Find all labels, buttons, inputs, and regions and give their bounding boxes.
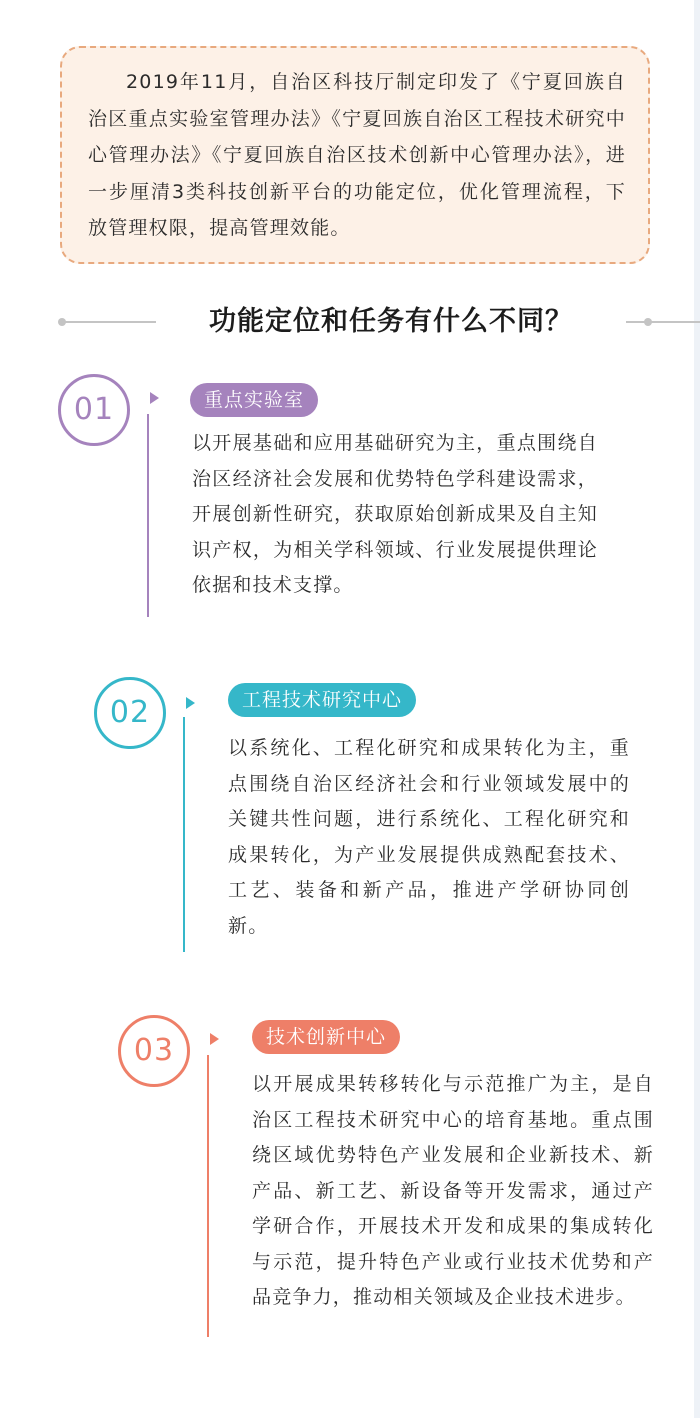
section-heading: 功能定位和任务有什么不同？ — [209, 306, 573, 337]
arrow-icon — [186, 697, 195, 709]
heading-divider-right — [626, 321, 700, 323]
heading-divider-left — [64, 321, 156, 323]
item-title-tag: 技术创新中心 — [252, 1020, 400, 1054]
item-key-laboratory — [58, 374, 618, 624]
item-title-tag: 工程技术研究中心 — [228, 683, 416, 717]
number-circle — [118, 1015, 190, 1087]
timeline-line — [147, 414, 149, 617]
arrow-icon — [150, 392, 159, 404]
heading-dot-right — [644, 318, 652, 326]
timeline-line — [207, 1055, 209, 1337]
item-description: 以开展基础和应用基础研究为主，重点围绕自治区经济社会发展和优势特色学科建设需求，开展创新性研究，获取原始创新成果及自主知识产权，为相关学科领域、行业发展提供理论依据和技术支撑。 — [192, 432, 598, 596]
item-number: 03 — [133, 1033, 175, 1068]
number-circle — [94, 677, 166, 749]
arrow-icon — [210, 1033, 219, 1045]
item-description: 以系统化、工程化研究和成果转化为主，重点围绕自治区经济社会和行业领域发展中的关键共性问题，进行系统化、工程化研究和成果转化，为产业发展提供成熟配套技术、工艺、装备和新产品，推进产学研协同创新。 — [228, 737, 630, 937]
section-heading-row — [58, 300, 654, 344]
item-title-tag: 重点实验室 — [190, 383, 318, 417]
intro-text: 2019年11月，自治区科技厅制定印发了《宁夏回族自治区重点实验室管理办法》《宁夏回族自治区工程技术研究中心管理办法》《宁夏回族自治区技术创新中心管理办法》，进一步厘清3类科技创新平台的功能定位，优化管理流程，下放管理权限，提高管理效能。 — [88, 71, 626, 239]
page-edge-strip — [694, 0, 700, 1418]
number-circle — [58, 374, 130, 446]
timeline-line — [183, 717, 185, 952]
item-number: 02 — [109, 695, 151, 730]
intro-box — [60, 46, 650, 264]
item-number: 01 — [73, 392, 115, 427]
item-description: 以开展成果转移转化与示范推广为主，是自治区工程技术研究中心的培育基地。重点围绕区域优势特色产业发展和企业新技术、新产品、新工艺、新设备等开发需求，通过产学研合作，开展技术开发和成果的集成转化与示范，提升特色产业或行业技术优势和产品竞争力，推动相关领域及企业技术进步。 — [252, 1073, 654, 1308]
item-engineering-center — [94, 677, 654, 962]
item-innovation-center — [118, 1015, 658, 1365]
